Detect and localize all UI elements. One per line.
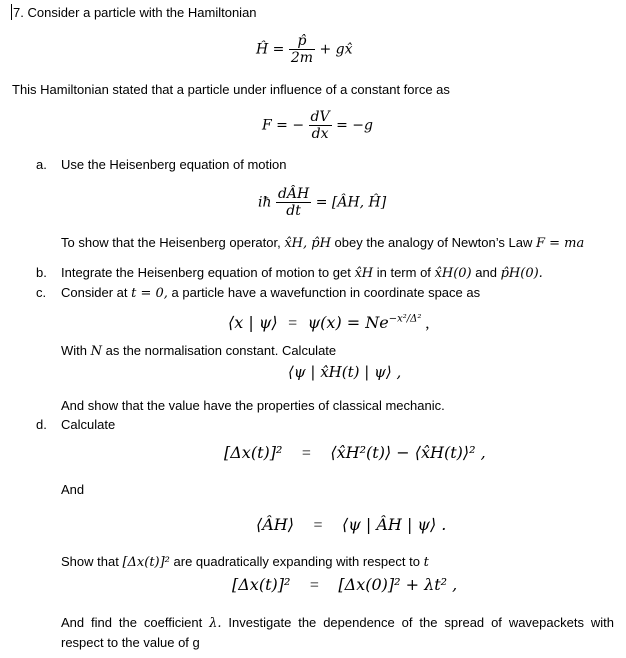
part-c-norm-symbol: N (90, 344, 102, 359)
wavefunction-eq: = (288, 315, 298, 332)
part-a-goal-operators: x̂H, p̂H (284, 236, 331, 251)
part-a-goal-law: F = ma (535, 236, 585, 251)
part-c-classical: And show that the value have the properties of classical mechanic. (61, 398, 445, 413)
hamiltonian-lhs: Ĥ = (256, 41, 285, 58)
force-denominator: dx (311, 126, 329, 142)
part-d-and: And (61, 482, 85, 497)
spread-eq: = (309, 577, 319, 594)
expectation-equation: ⟨ψ | x̂H(t) | ψ⟩ , (288, 363, 402, 381)
heisenberg-equation (258, 187, 386, 218)
part-b-sym2: x̂H(0) (434, 266, 472, 281)
hamiltonian-fraction (289, 34, 315, 65)
spread-lhs: [Δx(t)]² (232, 575, 291, 594)
wavefunction-tail: , (425, 315, 430, 332)
problem-statement: This Hamiltonian stated that a particle under influence of a constant force as (12, 82, 450, 97)
part-d-final-prefix: And find the coefficient (61, 615, 203, 630)
force-lhs: F = − (262, 117, 305, 134)
variance-eq: = (301, 445, 311, 462)
heisenberg-rhs: = [ÂH, Ĥ] (315, 194, 387, 211)
part-b-and: and (475, 265, 497, 280)
part-d-final-symbol: λ. (209, 616, 222, 631)
part-c-norm-suffix: as the normalisation constant. Calculate (105, 343, 337, 358)
part-b-mid: in term of (376, 265, 431, 280)
part-d-show-expr: [Δx(t)]² (122, 555, 170, 570)
problem-intro-line (13, 5, 257, 20)
part-b-text (61, 265, 543, 281)
wavefunction-exponent: −x²/Δ² (388, 313, 422, 325)
wavefunction-mid: ψ(x) = Ne (307, 313, 389, 332)
wavefunction-lhs: ⟨x | ψ⟩ (228, 313, 278, 332)
part-c-norm (61, 343, 336, 359)
part-a-goal (61, 235, 584, 251)
part-d-marker: d. (36, 417, 47, 432)
average-eq: = (313, 517, 323, 534)
part-d-text: Calculate (61, 417, 116, 432)
problem-number: 7. (13, 5, 24, 20)
force-equation (262, 110, 373, 141)
text-cursor (11, 4, 12, 20)
part-c-suffix: a particle have a wavefunction in coordinate space as (171, 285, 481, 300)
hamiltonian-equation (256, 34, 353, 65)
part-b-marker: b. (36, 265, 47, 280)
spread-rhs: [Δx(0)]² + λt² , (338, 575, 458, 594)
average-equation (256, 515, 446, 535)
hamiltonian-numerator: p̂ (289, 34, 315, 50)
heisenberg-numerator: dÂH (277, 186, 310, 202)
hamiltonian-rhs: + gx̂ (319, 41, 353, 58)
part-c-text (61, 285, 480, 301)
part-a-goal-prefix: To show that the Heisenberg operator, (61, 235, 281, 250)
part-d-show (61, 554, 429, 570)
part-b-prefix: Integrate the Heisenberg equation of motion to get (61, 265, 351, 280)
variance-lhs: [Δx(t)]² (224, 443, 283, 462)
force-rhs: = −g (336, 117, 373, 134)
part-c-norm-prefix: With (61, 343, 87, 358)
part-a-marker: a. (36, 157, 47, 172)
heisenberg-lhs: iħ (258, 194, 272, 211)
variance-rhs: ⟨x̂H²(t)⟩ − ⟨x̂H(t)⟩² , (330, 443, 486, 462)
spread-equation (232, 575, 457, 595)
part-b-sym1: x̂H (354, 266, 374, 281)
force-fraction (309, 110, 332, 141)
part-b-sym3: p̂H(0). (500, 266, 543, 281)
part-c-time: t = 0, (131, 286, 168, 301)
variance-equation (224, 443, 486, 463)
problem-intro: Consider a particle with the Hamiltonian (27, 5, 257, 20)
wavefunction-equation (228, 313, 429, 333)
part-d-final-suffix: Investigate the dependence of the spread of wavepackets with respect to the value of g (61, 615, 614, 650)
hamiltonian-denominator: 2m (290, 50, 314, 66)
part-d-show-var: t (423, 555, 429, 570)
heisenberg-denominator: dt (286, 203, 301, 219)
part-c-marker: c. (36, 285, 47, 300)
part-c-prefix: Consider at (61, 285, 128, 300)
part-d-show-suffix: are quadratically expanding with respect to (173, 554, 420, 569)
average-lhs: ⟨ÂH⟩ (256, 515, 294, 534)
heisenberg-fraction (276, 187, 311, 218)
part-a-text: Use the Heisenberg equation of motion (61, 157, 287, 172)
part-d-final (61, 613, 614, 652)
average-rhs: ⟨ψ | ÂH | ψ⟩ . (342, 515, 447, 534)
part-d-show-prefix: Show that (61, 554, 119, 569)
force-numerator: dV (310, 109, 330, 125)
part-a-goal-middle: obey the analogy of Newton’s Law (334, 235, 533, 250)
